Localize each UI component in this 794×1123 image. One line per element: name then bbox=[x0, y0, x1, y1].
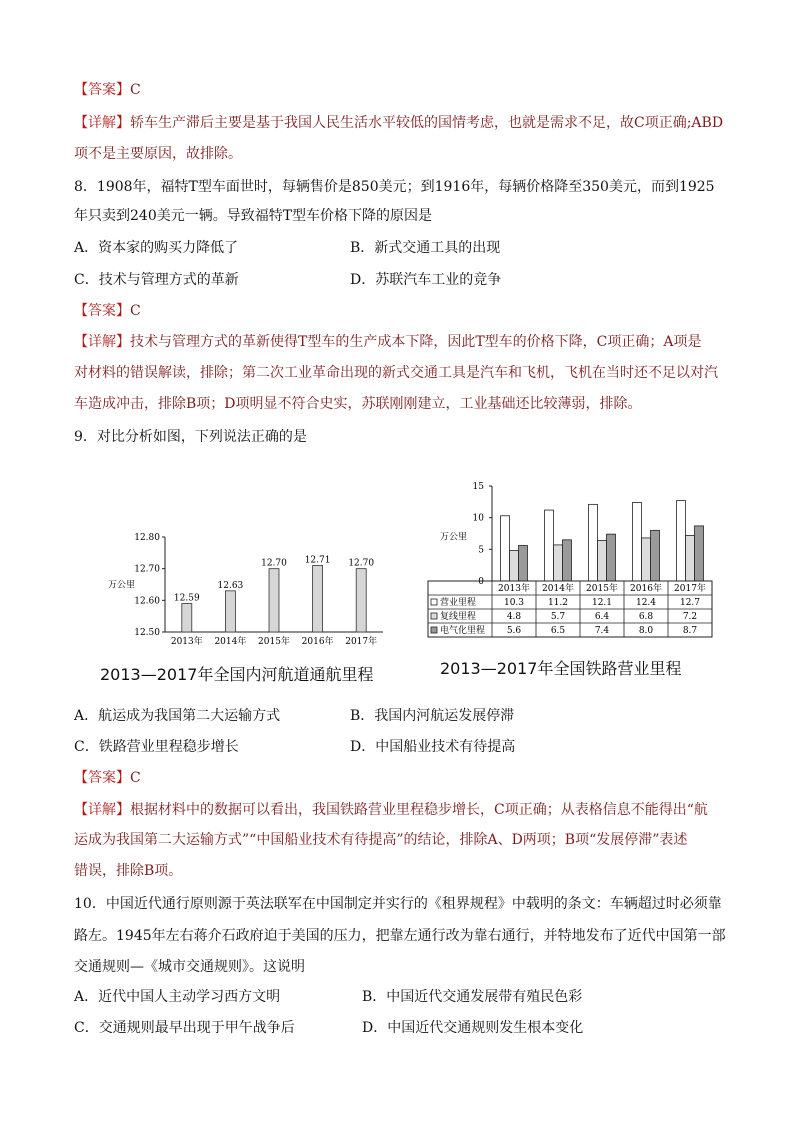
q8-stem-1: 8．1908年，福特T型车面世时，每辆售价是850美元；到1916年，每辆价格降至350美元，而到1925 bbox=[74, 179, 715, 195]
detail-text: 技术与管理方式的革新使得T型车的生产成本下降，因此T型车的价格下降，C项正确；A项是 bbox=[130, 334, 702, 350]
q8-option-b: B．新式交通工具的出现 bbox=[350, 240, 501, 256]
q10-option-c: C．交通规则最早出现于甲午战争后 bbox=[74, 1020, 295, 1036]
detail-tag: 【详解】 bbox=[74, 802, 130, 818]
x-tick-label: 2014年 bbox=[214, 637, 247, 647]
answer-tag: 【答案】 bbox=[74, 82, 130, 98]
q8-option-c: C．技术与管理方式的革新 bbox=[74, 272, 239, 288]
table-cell-value: 11.2 bbox=[547, 598, 569, 608]
q8-detail-2: 对材料的错误解读，排除；第二次工业革命出现的新式交通工具是汽车和飞机，飞机在当时还不足以对汽 bbox=[74, 365, 718, 381]
answer-tag: 【答案】 bbox=[74, 303, 130, 319]
q9-option-a: A．航运成为我国第二大运输方式 bbox=[74, 708, 281, 724]
y-axis-label: 万公里 bbox=[440, 532, 468, 543]
q9-detail-2: 运成为我国第二大运输方式”“中国船业技术有待提高”的结论，排除A、D两项；B项“发展停滞”表述 bbox=[74, 832, 688, 848]
bar-营业里程 bbox=[545, 510, 554, 581]
bar bbox=[225, 591, 235, 632]
answer-value: C bbox=[130, 82, 141, 98]
q9-answer bbox=[74, 768, 141, 788]
q8-option-d: D．苏联汽车工业的竞争 bbox=[350, 272, 502, 288]
table-cell-value: 4.8 bbox=[506, 612, 522, 622]
table-cell-value: 5.6 bbox=[506, 626, 522, 636]
bar-电气化里程 bbox=[695, 526, 704, 581]
x-tick-label: 2013年 bbox=[498, 584, 530, 594]
q10-stem-2: 路左。1945年左右蒋介石政府迫于美国的压力，把靠左通行改为靠右通行，并特地发布了近代中国第一部 bbox=[74, 928, 726, 944]
table-cell-value: 5.7 bbox=[550, 612, 566, 622]
table-cell-value: 6.4 bbox=[594, 612, 610, 622]
detail-tag: 【详解】 bbox=[74, 115, 130, 131]
q10-stem-3: 交通规则—《城市交通规则》。这说明 bbox=[74, 959, 305, 975]
bar-value-label: 12.70 bbox=[261, 558, 287, 569]
q9-detail-3: 错误，排除B项。 bbox=[74, 863, 183, 879]
table-cell-value: 12.4 bbox=[635, 598, 657, 608]
bar-value-label: 12.63 bbox=[217, 580, 244, 591]
x-tick-label: 2014年 bbox=[542, 584, 574, 594]
x-tick-label: 2017年 bbox=[674, 584, 706, 594]
y-tick-label: 12.70 bbox=[134, 564, 160, 575]
q9-option-c: C．铁路营业里程稳步增长 bbox=[74, 739, 239, 755]
bar-电气化里程 bbox=[651, 530, 660, 581]
bar-营业里程 bbox=[633, 502, 642, 581]
table-cell-value: 6.8 bbox=[638, 612, 654, 622]
q8-detail-1 bbox=[74, 332, 702, 352]
y-tick-label: 15 bbox=[472, 482, 484, 492]
bar-value-label: 12.59 bbox=[173, 593, 200, 604]
table-cell-value: 10.3 bbox=[503, 598, 525, 608]
legend-swatch bbox=[431, 627, 437, 633]
table-cell-value: 7.4 bbox=[594, 626, 610, 636]
x-tick-label: 2017年 bbox=[345, 637, 378, 647]
legend-label: 营业里程 bbox=[440, 598, 477, 608]
legend-label: 复线里程 bbox=[440, 612, 477, 622]
table-cell-value: 12.1 bbox=[591, 598, 613, 608]
answer-tag: 【答案】 bbox=[74, 770, 130, 786]
table-cell-value: 8.0 bbox=[638, 626, 654, 636]
bar-电气化里程 bbox=[607, 534, 616, 581]
bar-营业里程 bbox=[677, 501, 686, 581]
bar-电气化里程 bbox=[563, 540, 572, 581]
answer-value: C bbox=[130, 303, 141, 319]
x-tick-label: 2016年 bbox=[630, 584, 662, 594]
waterway-chart-title: 2013—2017年全国内河航道通航里程 bbox=[100, 665, 374, 684]
y-tick-label: 0 bbox=[478, 577, 484, 587]
y-tick-label: 12.50 bbox=[134, 628, 160, 638]
bar-value-label: 12.70 bbox=[348, 558, 375, 569]
x-tick-label: 2016年 bbox=[301, 637, 334, 647]
legend-swatch bbox=[431, 599, 437, 605]
detail-tag: 【详解】 bbox=[74, 334, 130, 350]
bar-复线里程 bbox=[598, 540, 607, 581]
q7-answer bbox=[74, 80, 141, 100]
table-cell-value: 6.5 bbox=[550, 626, 566, 636]
waterway-chart bbox=[100, 525, 390, 650]
q8-option-a: A．资本家的购买力降低了 bbox=[74, 240, 239, 256]
bar bbox=[182, 604, 192, 633]
table-cell-value: 12.7 bbox=[679, 598, 701, 608]
bar bbox=[313, 566, 323, 633]
q7-detail-2: 项不是主要原因，故排除。 bbox=[74, 146, 242, 162]
q10-stem-1: 10．中国近代通行原则源于英法联军在中国制定并实行的《租界规程》中载明的条文：车辆超过时必须靠 bbox=[74, 896, 722, 912]
q9-option-d: D．中国船业技术有待提高 bbox=[350, 739, 516, 755]
x-tick-label: 2013年 bbox=[170, 637, 203, 647]
y-tick-label: 12.80 bbox=[134, 533, 160, 543]
bar-复线里程 bbox=[686, 535, 695, 581]
table-cell-value: 7.2 bbox=[682, 612, 698, 622]
q10-option-d: D．中国近代交通规则发生根本变化 bbox=[362, 1020, 584, 1036]
q9-option-b: B．我国内河航运发展停滞 bbox=[350, 708, 515, 724]
y-tick-label: 5 bbox=[478, 545, 484, 556]
railway-chart-title: 2013—2017年全国铁路营业里程 bbox=[440, 659, 682, 678]
bar bbox=[269, 569, 279, 632]
y-axis-label: 万公里 bbox=[108, 580, 136, 591]
q9-stem: 9．对比分析如图，下列说法正确的是 bbox=[74, 429, 307, 445]
detail-text: 轿车生产滞后主要是基于我国人民生活水平较低的国情考虑，也就是需求不足，故C项正确;ABD bbox=[130, 115, 724, 131]
answer-value: C bbox=[130, 770, 141, 786]
detail-text: 根据材料中的数据可以看出，我国铁路营业里程稳步增长，C项正确；从表格信息不能得出“航 bbox=[130, 802, 708, 818]
bar bbox=[356, 569, 366, 632]
legend-swatch bbox=[431, 613, 437, 619]
bar-复线里程 bbox=[554, 545, 563, 581]
bar-营业里程 bbox=[589, 504, 598, 581]
bar-value-label: 12.71 bbox=[304, 555, 331, 566]
x-tick-label: 2015年 bbox=[258, 637, 290, 647]
bar-复线里程 bbox=[510, 551, 519, 581]
y-tick-label: 12.60 bbox=[134, 596, 160, 607]
y-tick-label: 10 bbox=[472, 513, 484, 524]
table-cell-value: 8.7 bbox=[682, 626, 698, 636]
q10-option-a: A．近代中国人主动学习西方文明 bbox=[74, 989, 281, 1005]
q7-detail-1 bbox=[74, 113, 723, 133]
bar-电气化里程 bbox=[519, 546, 528, 581]
legend-label: 电气化里程 bbox=[440, 626, 486, 636]
q10-option-b: B．中国近代交通发展带有殖民色彩 bbox=[362, 989, 583, 1005]
q8-stem-2: 年只卖到240美元一辆。导致福特T型车价格下降的原因是 bbox=[74, 208, 433, 224]
bar-营业里程 bbox=[501, 516, 510, 581]
x-tick-label: 2015年 bbox=[586, 584, 618, 594]
railway-chart bbox=[420, 478, 720, 643]
q8-answer bbox=[74, 301, 141, 321]
q8-detail-3: 车造成冲击，排除B项；D项明显不符合史实，苏联刚刚建立，工业基础还比较薄弱，排除。 bbox=[74, 396, 642, 412]
q9-detail-1 bbox=[74, 800, 708, 820]
bar-复线里程 bbox=[642, 538, 651, 581]
